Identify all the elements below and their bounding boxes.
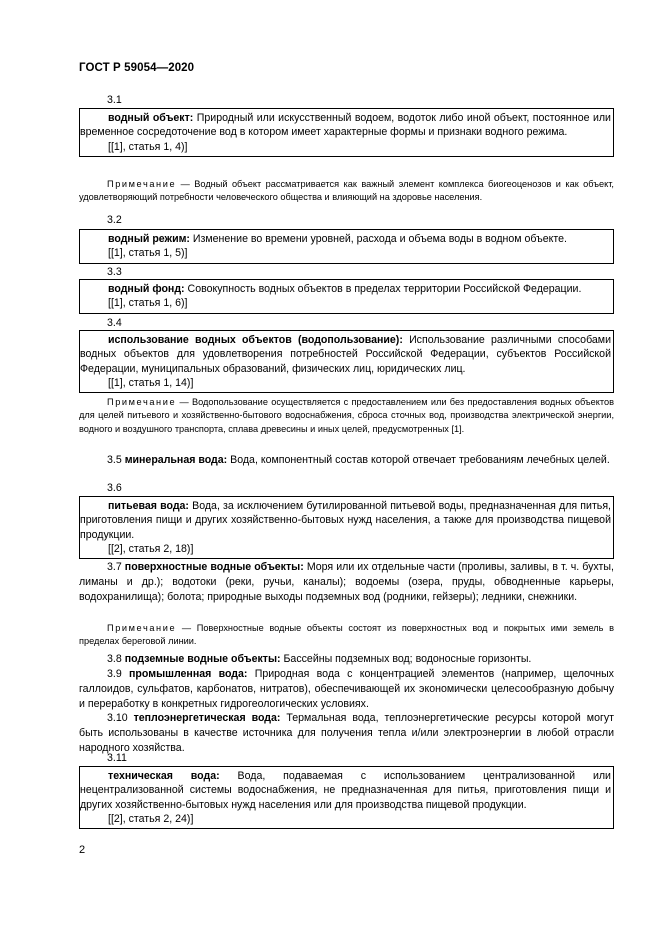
note-2 xyxy=(79,396,614,436)
definition-box-3-1 xyxy=(79,108,614,157)
term: питьевая вода: xyxy=(108,500,189,512)
term: использование водных объектов (водопользование): xyxy=(108,334,403,346)
entry-number-3-4: 3.4 xyxy=(107,317,122,329)
definition-box-3-6 xyxy=(79,496,614,559)
definition-box-3-2 xyxy=(79,229,614,264)
entry-number-3-3: 3.3 xyxy=(107,266,122,278)
definition: Природная вода с концентрацией элементов (например, щелочных галлоидов, сульфатов, карбонатов, нитратов), обеспечивающей их экономически целесообразную добычу и переработку в конкретных гидрогеологических условиях. xyxy=(79,668,614,710)
note-dash: — xyxy=(179,397,189,407)
entry-number: 3.10 xyxy=(107,712,128,724)
definition: Вода, за исключением бутилированной питьевой воды, предназначенная для питья, приготовления пищи и других хозяйственно-бытовых нужд населения, а также для производства пищевой продукции. xyxy=(80,500,611,541)
term: теплоэнергетическая вода: xyxy=(133,712,281,724)
reference: [[2], статья 2, 24)] xyxy=(108,812,194,825)
note-text: Водопользование осуществляется с предоставлением или без предоставления водных объектов для целей питьевого и хозяйственно-бытового водоснабжения, сброса сточных вод, производства электрической энергии, водного и воздушного транспорта, сплава древесины и иных целей, предусмотренных [1]. xyxy=(79,397,614,434)
note-dash: — xyxy=(181,623,192,633)
reference: [[1], статья 1, 6)] xyxy=(108,297,188,310)
definition: Вода, компонентный состав которой отвечает требованиям лечебных целей. xyxy=(230,454,610,466)
reference: [[1], статья 1, 5)] xyxy=(108,247,188,260)
entry-3-8 xyxy=(79,652,614,667)
entry-number-3-11: 3.11 xyxy=(107,752,127,764)
note-label: Примечание xyxy=(107,397,177,407)
definition: Совокупность водных объектов в пределах территории Российской Федерации. xyxy=(187,283,582,295)
definition-box-3-4 xyxy=(79,330,614,393)
definition: Природный или искусственный водоем, водоток либо иной объект, постоянное или временное сосредоточение вод в котором имеет характерные формы и признаки водного режима. xyxy=(80,112,611,139)
reference: [[1], статья 1, 14)] xyxy=(108,376,194,389)
term: водный объект: xyxy=(108,112,194,124)
page-number: 2 xyxy=(79,844,86,856)
definition: Термальная вода, теплоэнергетические ресурсы которой могут быть использованы в качестве источника для получения тепла и/или электроэнергии в любой отрасли народного хозяйства. xyxy=(79,712,614,754)
note-3 xyxy=(79,622,614,649)
term: минеральная вода: xyxy=(124,454,228,466)
entry-3-5 xyxy=(79,453,614,468)
note-dash: — xyxy=(180,179,190,189)
note-text: Водный объект рассматривается как важный элемент комплекса биогеоценозов и как объект, удовлетворяющий потребности человеческого общества и влияющий на здоровье населения. xyxy=(79,179,614,203)
entry-3-10 xyxy=(79,711,614,755)
reference: [[2], статья 2, 18)] xyxy=(108,542,194,555)
definition: Изменение во времени уровней, расхода и объема воды в водном объекте. xyxy=(192,233,567,245)
entry-3-9 xyxy=(79,667,614,711)
entry-number: 3.9 xyxy=(107,668,122,680)
note-label: Примечание xyxy=(107,623,177,633)
term: промышленная вода: xyxy=(129,668,248,680)
definition-box-3-3 xyxy=(79,279,614,314)
entry-3-7 xyxy=(79,560,614,604)
term: поверхностные водные объекты: xyxy=(124,561,304,573)
entry-number-3-6: 3.6 xyxy=(107,482,122,494)
definition-box-3-11 xyxy=(79,766,614,829)
entry-number-3-2: 3.2 xyxy=(107,214,122,226)
reference: [[1], статья 1, 4)] xyxy=(108,140,188,153)
note-1 xyxy=(79,178,614,205)
term: водный фонд: xyxy=(108,283,185,295)
entry-number: 3.8 xyxy=(107,653,122,665)
definition: Использование различными способами водных объектов для удовлетворения потребностей Российской Федерации, субъектов Российской Федерации, муниципальных образований, физических лиц, юридических лиц. xyxy=(80,334,611,375)
entry-number-3-1: 3.1 xyxy=(107,94,122,106)
term: подземные водные объекты: xyxy=(124,653,281,665)
note-text: Поверхностные водные объекты состоят из поверхностных вод и покрытых ими земель в пределах береговой линии. xyxy=(79,623,614,647)
note-label: Примечание xyxy=(107,179,177,189)
document-code-header: ГОСТ Р 59054—2020 xyxy=(79,62,195,74)
definition: Бассейны подземных вод; водоносные горизонты. xyxy=(283,653,532,665)
entry-number: 3.7 xyxy=(107,561,122,573)
term: водный режим: xyxy=(108,233,190,245)
term: техническая вода: xyxy=(108,770,220,782)
definition: Моря или их отдельные части (проливы, заливы, в т. ч. бухты, лиманы и др.); водотоки (реки, ручьи, каналы); водоемы (озера, пруды, обводненные карьеры, водохранилища); болота; природные выходы подземных вод (родники, гейзеры); ледники, снежники. xyxy=(79,561,614,603)
entry-number: 3.5 xyxy=(107,454,122,466)
definition: Вода, подаваемая с использованием централизованной или нецентрализованной системы водоснабжения, не предназначенная для питья, приготовления пищи и других хозяйственно-бытовых нужд населения или для производства пищевой продукции. xyxy=(80,770,611,811)
